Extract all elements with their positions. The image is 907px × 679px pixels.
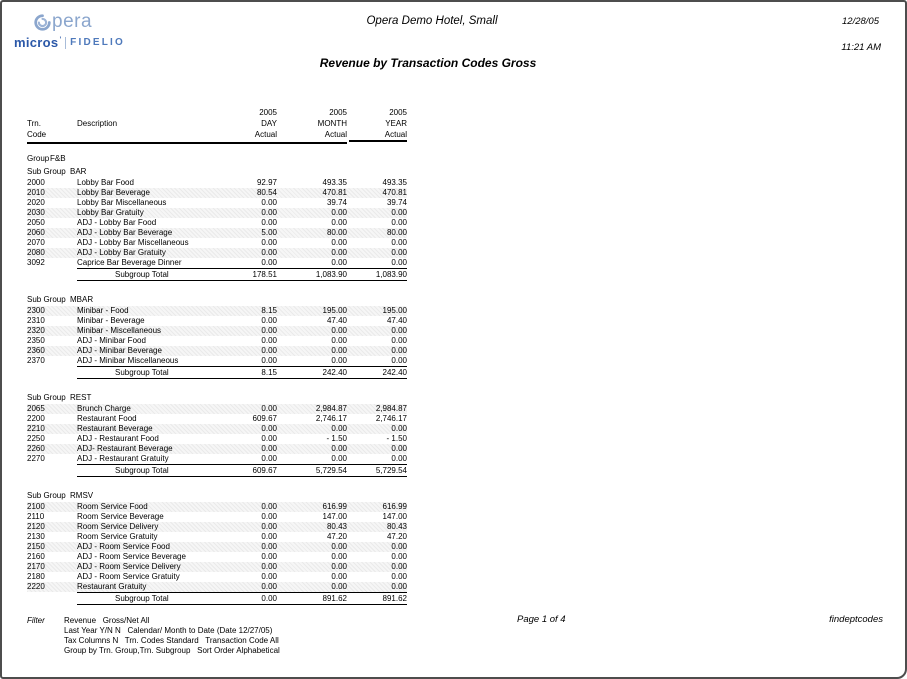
table-row — [27, 562, 407, 572]
table-row — [27, 572, 407, 582]
table-row — [27, 336, 407, 346]
trn-code-cell: 2360 — [27, 346, 45, 355]
month-actual-cell: 0.00 — [331, 562, 347, 571]
subgroup-label: Sub Group — [27, 167, 66, 176]
table-row — [27, 208, 407, 218]
month-actual-cell: 0.00 — [331, 248, 347, 257]
month-actual-cell: 2,746.17 — [315, 414, 347, 423]
description-cell: ADJ - Lobby Bar Food — [77, 218, 157, 227]
day-actual-cell: 0.00 — [261, 444, 277, 453]
page-title: Revenue by Transaction Codes Gross — [319, 56, 537, 70]
subgroup-label: Sub Group — [27, 393, 66, 402]
trn-code-cell: 2120 — [27, 522, 45, 531]
trn-code-cell: 2070 — [27, 238, 45, 247]
trn-code-cell: 2350 — [27, 336, 45, 345]
table-row — [27, 178, 407, 188]
year-actual-cell: 0.00 — [391, 238, 407, 247]
day-actual-cell: 0.00 — [261, 532, 277, 541]
trn-code-cell: 2160 — [27, 552, 45, 561]
table-row — [27, 454, 407, 464]
trn-code-cell: 2150 — [27, 542, 45, 551]
logo-divider — [65, 37, 66, 49]
day-actual-cell: 0.00 — [261, 502, 277, 511]
day-actual-cell: 92.97 — [256, 178, 277, 187]
year-actual-cell: 493.35 — [382, 178, 407, 187]
trn-code-cell: 2180 — [27, 572, 45, 581]
month-actual-cell: 0.00 — [331, 356, 347, 365]
subgroup-total-value: 1,083.90 — [375, 270, 407, 279]
description-cell: Minibar - Beverage — [77, 316, 145, 325]
year-actual-cell: 147.00 — [382, 512, 407, 521]
month-actual-cell: 0.00 — [331, 552, 347, 561]
header-rule-left — [27, 142, 347, 144]
subgroup-total-value: 242.40 — [382, 368, 407, 377]
table-header-row — [27, 118, 407, 129]
day-actual-cell: 80.54 — [256, 188, 277, 197]
description-cell: Caprice Bar Beverage Dinner — [77, 258, 182, 267]
subgroup-total-value: 891.62 — [382, 594, 407, 603]
header-cell — [77, 107, 237, 118]
subgroup-total-value: 1,083.90 — [315, 270, 347, 279]
month-actual-cell: 47.20 — [326, 532, 347, 541]
trn-code-cell: 2200 — [27, 414, 45, 423]
subgroup-name: REST — [70, 393, 92, 402]
month-actual-cell: 0.00 — [331, 424, 347, 433]
year-actual-cell: 616.99 — [382, 502, 407, 511]
month-actual-cell: 195.00 — [322, 306, 347, 315]
subgroup-section — [27, 294, 407, 379]
trn-code-cell: 2110 — [27, 512, 45, 521]
month-actual-cell: 39.74 — [326, 198, 347, 207]
month-actual-cell: 470.81 — [322, 188, 347, 197]
month-actual-cell: 616.99 — [322, 502, 347, 511]
year-actual-cell: 0.00 — [391, 336, 407, 345]
header-cell: DAY — [261, 119, 277, 128]
trn-code-cell: 2060 — [27, 228, 45, 237]
day-actual-cell: 0.00 — [261, 336, 277, 345]
group-label: Group — [27, 154, 50, 163]
trn-code-cell: 2220 — [27, 582, 45, 591]
description-cell: ADJ - Room Service Beverage — [77, 552, 186, 561]
trn-code-cell: 2010 — [27, 188, 45, 197]
day-actual-cell: 0.00 — [261, 512, 277, 521]
table-row — [27, 404, 407, 414]
description-cell: Restaurant Gratuity — [77, 582, 147, 591]
description-cell: Lobby Bar Miscellaneous — [77, 198, 167, 207]
header-cell: 2005 — [389, 108, 407, 117]
month-actual-cell: 0.00 — [331, 346, 347, 355]
year-actual-cell: 0.00 — [391, 346, 407, 355]
table-row — [27, 434, 407, 444]
subgroup-label: Sub Group — [27, 491, 66, 500]
year-actual-cell: 0.00 — [391, 454, 407, 463]
day-actual-cell: 0.00 — [261, 424, 277, 433]
report-code: findeptcodes — [829, 614, 883, 625]
subgroup-total-value: 5,729.54 — [375, 466, 407, 475]
day-actual-cell: 0.00 — [261, 582, 277, 591]
day-actual-cell: 0.00 — [261, 572, 277, 581]
filter-label: Filter — [27, 616, 45, 625]
year-actual-cell: 0.00 — [391, 542, 407, 551]
table-header — [27, 107, 407, 140]
subgroup-section — [27, 490, 407, 605]
day-actual-cell: 0.00 — [261, 454, 277, 463]
description-cell: ADJ - Minibar Food — [77, 336, 146, 345]
month-actual-cell: 47.40 — [326, 316, 347, 325]
day-actual-cell: 0.00 — [261, 542, 277, 551]
table-header-row — [27, 129, 407, 140]
description-cell: Room Service Delivery — [77, 522, 159, 531]
subgroup-name: BAR — [70, 167, 87, 176]
day-actual-cell: 0.00 — [261, 238, 277, 247]
trn-code-cell: 2000 — [27, 178, 45, 187]
header-cell: Actual — [254, 130, 277, 139]
day-actual-cell: 0.00 — [261, 218, 277, 227]
subgroup-header — [27, 294, 407, 305]
header-cell: MONTH — [317, 119, 347, 128]
description-cell: Brunch Charge — [77, 404, 131, 413]
month-actual-cell: 147.00 — [322, 512, 347, 521]
description-cell: ADJ - Minibar Miscellaneous — [77, 356, 179, 365]
month-actual-cell: 493.35 — [322, 178, 347, 187]
table-row — [27, 188, 407, 198]
filter-line: Group by Trn. Group,Trn. Subgroup Sort Order Alphabetical — [64, 646, 280, 655]
trn-code-cell: 2130 — [27, 532, 45, 541]
subgroup-section — [27, 392, 407, 477]
filter-line: Last Year Y/N N Calendar/ Month to Date (Date 12/27/05) — [64, 626, 273, 635]
description-cell: Minibar - Food — [77, 306, 129, 315]
trn-code-cell: 2065 — [27, 404, 45, 413]
group-name: F&B — [50, 154, 66, 163]
subgroup-label: Sub Group — [27, 295, 66, 304]
header-rule-year — [349, 140, 407, 142]
day-actual-cell: 609.67 — [252, 414, 277, 423]
month-actual-cell: 0.00 — [331, 326, 347, 335]
table-row — [27, 542, 407, 552]
day-actual-cell: 0.00 — [261, 404, 277, 413]
year-actual-cell: 0.00 — [391, 218, 407, 227]
subgroup-total-label: Subgroup Total — [115, 594, 169, 603]
subgroup-name: RMSV — [70, 491, 94, 500]
micros-trademark-tick: ' — [59, 34, 62, 45]
description-cell: ADJ - Minibar Beverage — [77, 346, 162, 355]
trn-code-cell: 2250 — [27, 434, 45, 443]
month-actual-cell: 2,984.87 — [315, 404, 347, 413]
year-actual-cell: 80.43 — [386, 522, 407, 531]
day-actual-cell: 0.00 — [261, 346, 277, 355]
trn-code-cell: 2030 — [27, 208, 45, 217]
trn-code-cell: 2020 — [27, 198, 45, 207]
subgroup-total-value: 891.62 — [322, 594, 347, 603]
description-cell: Room Service Gratuity — [77, 532, 158, 541]
subgroup-total-value: 242.40 — [322, 368, 347, 377]
day-actual-cell: 0.00 — [261, 248, 277, 257]
day-actual-cell: 0.00 — [261, 208, 277, 217]
subgroup-header — [27, 490, 407, 501]
month-actual-cell: 80.00 — [326, 228, 347, 237]
month-actual-cell: 0.00 — [331, 258, 347, 267]
table-row — [27, 414, 407, 424]
table-row — [27, 552, 407, 562]
day-actual-cell: 0.00 — [261, 562, 277, 571]
day-actual-cell: 0.00 — [261, 522, 277, 531]
hotel-name: Opera Demo Hotel, Small — [366, 15, 498, 27]
year-actual-cell: 0.00 — [391, 552, 407, 561]
table-row — [27, 218, 407, 228]
subgroup-total-label: Subgroup Total — [115, 368, 169, 377]
filter-line: Tax Columns N Trn. Codes Standard Transaction Code All — [64, 636, 279, 645]
subgroup-total-row — [77, 464, 407, 477]
year-actual-cell: 2,746.17 — [375, 414, 407, 423]
header-cell: YEAR — [385, 119, 407, 128]
table-row — [27, 444, 407, 454]
table-row — [27, 356, 407, 366]
year-actual-cell: 2,984.87 — [375, 404, 407, 413]
month-actual-cell: 0.00 — [331, 444, 347, 453]
day-actual-cell: 0.00 — [261, 552, 277, 561]
year-actual-cell: 39.74 — [386, 198, 407, 207]
year-actual-cell: 0.00 — [391, 208, 407, 217]
header-cell: Actual — [384, 130, 407, 139]
report-time: 11:21 AM — [841, 42, 881, 53]
year-actual-cell: 195.00 — [382, 306, 407, 315]
description-cell: Lobby Bar Gratuity — [77, 208, 144, 217]
trn-code-cell: 2300 — [27, 306, 45, 315]
trn-code-cell: 2210 — [27, 424, 45, 433]
table-row — [27, 326, 407, 336]
description-cell: Restaurant Food — [77, 414, 137, 423]
table-row — [27, 198, 407, 208]
day-actual-cell: 0.00 — [261, 356, 277, 365]
table-row — [27, 512, 407, 522]
description-cell: ADJ - Lobby Bar Gratuity — [77, 248, 166, 257]
table-header-row — [27, 107, 407, 118]
subgroup-total-row — [77, 592, 407, 605]
header-cell — [77, 129, 237, 140]
table-row — [27, 582, 407, 592]
trn-code-cell: 2310 — [27, 316, 45, 325]
trn-code-cell: 2370 — [27, 356, 45, 365]
day-actual-cell: 0.00 — [261, 316, 277, 325]
month-actual-cell: 0.00 — [331, 572, 347, 581]
subgroup-name: MBAR — [70, 295, 94, 304]
header-cell: Description — [77, 119, 118, 128]
description-cell: Room Service Beverage — [77, 512, 164, 521]
description-cell: Room Service Food — [77, 502, 148, 511]
opera-logo — [34, 11, 92, 33]
table-row — [27, 316, 407, 326]
table-row — [27, 424, 407, 434]
subgroup-section — [27, 166, 407, 281]
filter-line: Revenue Gross/Net All — [64, 616, 150, 625]
description-cell: ADJ - Lobby Bar Beverage — [77, 228, 173, 237]
report-date: 12/28/05 — [842, 16, 879, 27]
fidelio-wordmark: FIDELIO — [70, 37, 125, 48]
year-actual-cell: 80.00 — [386, 228, 407, 237]
subgroup-header — [27, 392, 407, 403]
header-cell: 2005 — [259, 108, 277, 117]
description-cell: Lobby Bar Beverage — [77, 188, 150, 197]
year-actual-cell: 47.40 — [386, 316, 407, 325]
trn-code-cell: 2170 — [27, 562, 45, 571]
table-row — [27, 522, 407, 532]
trn-code-cell: 2050 — [27, 218, 45, 227]
description-cell: Restaurant Beverage — [77, 424, 153, 433]
year-actual-cell: 0.00 — [391, 562, 407, 571]
trn-code-cell: 2320 — [27, 326, 45, 335]
subgroup-total-value: 8.15 — [261, 368, 277, 377]
month-actual-cell: 0.00 — [331, 238, 347, 247]
month-actual-cell: - 1.50 — [326, 434, 347, 443]
trn-code-cell: 3092 — [27, 258, 45, 267]
header-cell: Actual — [324, 130, 347, 139]
year-actual-cell: 0.00 — [391, 572, 407, 581]
header-cell: 2005 — [329, 108, 347, 117]
day-actual-cell: 0.00 — [261, 258, 277, 267]
description-cell: ADJ - Restaurant Food — [77, 434, 159, 443]
table-row — [27, 306, 407, 316]
trn-code-cell: 2270 — [27, 454, 45, 463]
month-actual-cell: 0.00 — [331, 208, 347, 217]
subgroup-total-row — [77, 366, 407, 379]
year-actual-cell: 0.00 — [391, 356, 407, 365]
description-cell: Lobby Bar Food — [77, 178, 134, 187]
header-rule — [27, 140, 407, 145]
day-actual-cell: 8.15 — [261, 306, 277, 315]
subgroup-total-value: 178.51 — [252, 270, 277, 279]
table-row — [27, 346, 407, 356]
table-row — [27, 258, 407, 268]
year-actual-cell: 0.00 — [391, 444, 407, 453]
month-actual-cell: 0.00 — [331, 218, 347, 227]
day-actual-cell: 0.00 — [261, 198, 277, 207]
header-cell — [27, 107, 77, 118]
description-cell: ADJ - Restaurant Gratuity — [77, 454, 169, 463]
year-actual-cell: 47.20 — [386, 532, 407, 541]
micros-fidelio-logo — [14, 35, 125, 50]
day-actual-cell: 0.00 — [261, 434, 277, 443]
subgroup-total-row — [77, 268, 407, 281]
description-cell: ADJ - Room Service Gratuity — [77, 572, 180, 581]
group-header — [27, 153, 407, 164]
table-row — [27, 502, 407, 512]
year-actual-cell: 0.00 — [391, 424, 407, 433]
description-cell: ADJ- Restaurant Beverage — [77, 444, 173, 453]
filter-lines — [64, 616, 280, 656]
year-actual-cell: 0.00 — [391, 258, 407, 267]
year-actual-cell: 0.00 — [391, 326, 407, 335]
table-row — [27, 238, 407, 248]
year-actual-cell: 0.00 — [391, 248, 407, 257]
day-actual-cell: 0.00 — [261, 326, 277, 335]
description-cell: Minibar - Miscellaneous — [77, 326, 162, 335]
month-actual-cell: 0.00 — [331, 582, 347, 591]
year-actual-cell: 0.00 — [391, 582, 407, 591]
table-row — [27, 248, 407, 258]
description-cell: ADJ - Room Service Delivery — [77, 562, 181, 571]
header-cell: Trn. — [27, 119, 41, 128]
subgroup-total-label: Subgroup Total — [115, 270, 169, 279]
month-actual-cell: 0.00 — [331, 542, 347, 551]
year-actual-cell: - 1.50 — [386, 434, 407, 443]
month-actual-cell: 0.00 — [331, 336, 347, 345]
description-cell: ADJ - Room Service Food — [77, 542, 170, 551]
trn-code-cell: 2260 — [27, 444, 45, 453]
revenue-table — [27, 107, 407, 605]
month-actual-cell: 80.43 — [326, 522, 347, 531]
month-actual-cell: 0.00 — [331, 454, 347, 463]
opera-wordmark: pera — [52, 11, 93, 32]
table-row — [27, 228, 407, 238]
page-number: Page 1 of 4 — [517, 614, 566, 625]
header-cell: Code — [27, 130, 47, 139]
subgroup-total-value: 609.67 — [252, 466, 277, 475]
trn-code-cell: 2080 — [27, 248, 45, 257]
subgroup-total-value: 5,729.54 — [315, 466, 347, 475]
day-actual-cell: 5.00 — [261, 228, 277, 237]
micros-wordmark: micros — [14, 35, 59, 50]
year-actual-cell: 470.81 — [382, 188, 407, 197]
subgroup-total-label: Subgroup Total — [115, 466, 169, 475]
opera-swirl-icon — [34, 14, 51, 31]
subgroup-header — [27, 166, 407, 177]
trn-code-cell: 2100 — [27, 502, 45, 511]
table-row — [27, 532, 407, 542]
table-sections — [27, 166, 407, 605]
subgroup-total-value: 0.00 — [261, 594, 277, 603]
description-cell: ADJ - Lobby Bar Miscellaneous — [77, 238, 189, 247]
